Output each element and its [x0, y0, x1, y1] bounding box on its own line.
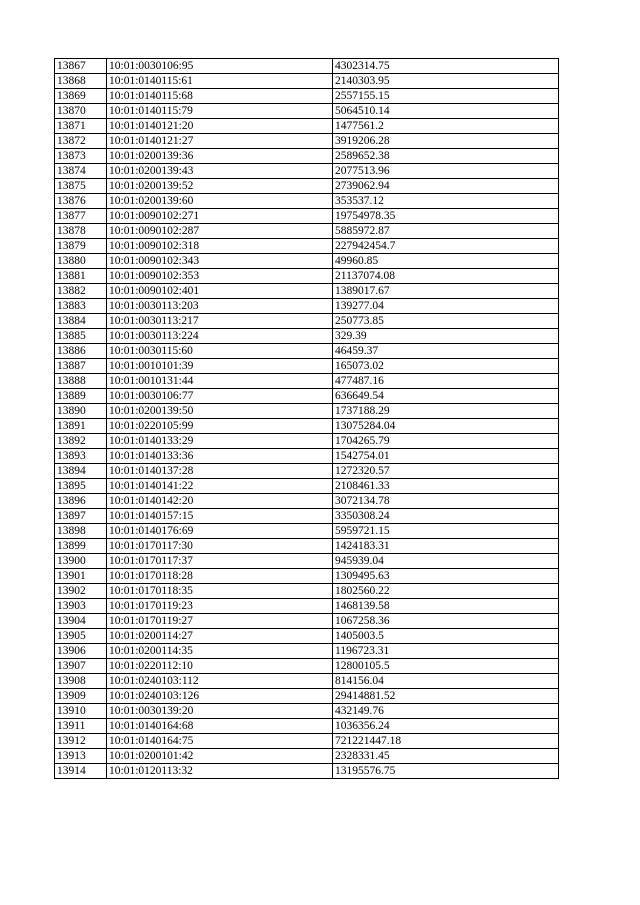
value-cell: 1542754.01 [333, 449, 559, 464]
table-row [55, 569, 559, 584]
cadastral-number-cell: 10:01:0030113:203 [107, 299, 333, 314]
cadastral-number-cell: 10:01:0140115:68 [107, 89, 333, 104]
value-cell: 353537.12 [333, 194, 559, 209]
row-number-cell: 13913 [55, 749, 107, 764]
table-row [55, 479, 559, 494]
cadastral-number-cell: 10:01:0090102:353 [107, 269, 333, 284]
value-cell: 165073.02 [333, 359, 559, 374]
row-number-cell: 13876 [55, 194, 107, 209]
table-row [55, 59, 559, 74]
cadastral-number-cell: 10:01:0090102:271 [107, 209, 333, 224]
value-cell: 139277.04 [333, 299, 559, 314]
table-row [55, 344, 559, 359]
table-row [55, 539, 559, 554]
cadastral-number-cell: 10:01:0200114:35 [107, 644, 333, 659]
cadastral-number-cell: 10:01:0200114:27 [107, 629, 333, 644]
table-row [55, 524, 559, 539]
value-cell: 1036356.24 [333, 719, 559, 734]
row-number-cell: 13902 [55, 584, 107, 599]
value-cell: 329.39 [333, 329, 559, 344]
table-row [55, 719, 559, 734]
cadastral-number-cell: 10:01:0220105:99 [107, 419, 333, 434]
table-row [55, 194, 559, 209]
cadastral-number-cell: 10:01:0030113:224 [107, 329, 333, 344]
table-row [55, 434, 559, 449]
value-cell: 2140303.95 [333, 74, 559, 89]
table-row [55, 554, 559, 569]
cadastral-number-cell: 10:01:0170118:28 [107, 569, 333, 584]
value-cell: 2328331.45 [333, 749, 559, 764]
row-number-cell: 13880 [55, 254, 107, 269]
cadastral-number-cell: 10:01:0200139:36 [107, 149, 333, 164]
row-number-cell: 13892 [55, 434, 107, 449]
value-cell: 5959721.15 [333, 524, 559, 539]
row-number-cell: 13869 [55, 89, 107, 104]
table-row [55, 449, 559, 464]
cadastral-number-cell: 10:01:0200139:60 [107, 194, 333, 209]
cadastral-number-cell: 10:01:0030115:60 [107, 344, 333, 359]
value-cell: 1468139.58 [333, 599, 559, 614]
cadastral-number-cell: 10:01:0170119:23 [107, 599, 333, 614]
row-number-cell: 13885 [55, 329, 107, 344]
row-number-cell: 13896 [55, 494, 107, 509]
cadastral-number-cell: 10:01:0170117:37 [107, 554, 333, 569]
table-row [55, 689, 559, 704]
cadastral-number-cell: 10:01:0140133:29 [107, 434, 333, 449]
value-cell: 2557155.15 [333, 89, 559, 104]
cadastral-number-cell: 10:01:0140133:36 [107, 449, 333, 464]
value-cell: 1272320.57 [333, 464, 559, 479]
value-cell: 13075284.04 [333, 419, 559, 434]
cadastral-number-cell: 10:01:0030113:217 [107, 314, 333, 329]
cadastral-number-cell: 10:01:0140164:75 [107, 734, 333, 749]
table-row [55, 209, 559, 224]
table-row [55, 674, 559, 689]
cadastral-number-cell: 10:01:0140137:28 [107, 464, 333, 479]
table-row [55, 359, 559, 374]
value-cell: 636649.54 [333, 389, 559, 404]
cadastral-number-cell: 10:01:0240103:126 [107, 689, 333, 704]
row-number-cell: 13875 [55, 179, 107, 194]
row-number-cell: 13909 [55, 689, 107, 704]
value-cell: 1389017.67 [333, 284, 559, 299]
value-cell: 21137074.08 [333, 269, 559, 284]
table-row [55, 299, 559, 314]
value-cell: 3350308.24 [333, 509, 559, 524]
cadastral-number-cell: 10:01:0140176:69 [107, 524, 333, 539]
row-number-cell: 13874 [55, 164, 107, 179]
cadastral-number-cell: 10:01:0170118:35 [107, 584, 333, 599]
row-number-cell: 13903 [55, 599, 107, 614]
table-row [55, 584, 559, 599]
table-row [55, 419, 559, 434]
cadastral-number-cell: 10:01:0140142:20 [107, 494, 333, 509]
row-number-cell: 13895 [55, 479, 107, 494]
table-body [55, 59, 559, 779]
table-row [55, 134, 559, 149]
row-number-cell: 13905 [55, 629, 107, 644]
value-cell: 1704265.79 [333, 434, 559, 449]
row-number-cell: 13882 [55, 284, 107, 299]
row-number-cell: 13897 [55, 509, 107, 524]
value-cell: 49960.85 [333, 254, 559, 269]
table-row [55, 179, 559, 194]
table-row [55, 764, 559, 779]
table-row [55, 509, 559, 524]
row-number-cell: 13910 [55, 704, 107, 719]
value-cell: 1067258.36 [333, 614, 559, 629]
table-row [55, 734, 559, 749]
value-cell: 721221447.18 [333, 734, 559, 749]
table-row [55, 314, 559, 329]
cadastral-number-cell: 10:01:0170119:27 [107, 614, 333, 629]
value-cell: 2108461.33 [333, 479, 559, 494]
table-row [55, 164, 559, 179]
row-number-cell: 13912 [55, 734, 107, 749]
table-row [55, 254, 559, 269]
value-cell: 13195576.75 [333, 764, 559, 779]
row-number-cell: 13877 [55, 209, 107, 224]
table-row [55, 104, 559, 119]
table-row [55, 659, 559, 674]
value-cell: 477487.16 [333, 374, 559, 389]
value-cell: 1309495.63 [333, 569, 559, 584]
table-row [55, 374, 559, 389]
cadastral-number-cell: 10:01:0090102:401 [107, 284, 333, 299]
table-row [55, 284, 559, 299]
table-row [55, 494, 559, 509]
table-row [55, 644, 559, 659]
table-row [55, 74, 559, 89]
cadastral-number-cell: 10:01:0010131:44 [107, 374, 333, 389]
table-row [55, 119, 559, 134]
cadastral-number-cell: 10:01:0240103:112 [107, 674, 333, 689]
value-cell: 814156.04 [333, 674, 559, 689]
row-number-cell: 13884 [55, 314, 107, 329]
value-cell: 2739062.94 [333, 179, 559, 194]
table-row [55, 149, 559, 164]
table-row [55, 389, 559, 404]
cadastral-number-cell: 10:01:0140115:61 [107, 74, 333, 89]
value-cell: 1196723.31 [333, 644, 559, 659]
row-number-cell: 13888 [55, 374, 107, 389]
row-number-cell: 13867 [55, 59, 107, 74]
table-row [55, 89, 559, 104]
cadastral-number-cell: 10:01:0200139:43 [107, 164, 333, 179]
value-cell: 29414881.52 [333, 689, 559, 704]
row-number-cell: 13901 [55, 569, 107, 584]
row-number-cell: 13900 [55, 554, 107, 569]
cadastral-number-cell: 10:01:0120113:32 [107, 764, 333, 779]
row-number-cell: 13894 [55, 464, 107, 479]
row-number-cell: 13899 [55, 539, 107, 554]
value-cell: 945939.04 [333, 554, 559, 569]
cadastral-number-cell: 10:01:0220112:10 [107, 659, 333, 674]
value-cell: 1737188.29 [333, 404, 559, 419]
value-cell: 1802560.22 [333, 584, 559, 599]
row-number-cell: 13898 [55, 524, 107, 539]
row-number-cell: 13906 [55, 644, 107, 659]
value-cell: 1477561.2 [333, 119, 559, 134]
value-cell: 12800105.5 [333, 659, 559, 674]
row-number-cell: 13904 [55, 614, 107, 629]
cadastral-number-cell: 10:01:0140121:20 [107, 119, 333, 134]
cadastral-number-cell: 10:01:0090102:318 [107, 239, 333, 254]
row-number-cell: 13870 [55, 104, 107, 119]
value-cell: 250773.85 [333, 314, 559, 329]
row-number-cell: 13881 [55, 269, 107, 284]
value-cell: 432149.76 [333, 704, 559, 719]
table-row [55, 224, 559, 239]
value-cell: 5064510.14 [333, 104, 559, 119]
cadastral-number-cell: 10:01:0170117:30 [107, 539, 333, 554]
row-number-cell: 13873 [55, 149, 107, 164]
row-number-cell: 13887 [55, 359, 107, 374]
row-number-cell: 13908 [55, 674, 107, 689]
cadastral-number-cell: 10:01:0140115:79 [107, 104, 333, 119]
cadastral-value-table [54, 58, 559, 779]
value-cell: 4302314.75 [333, 59, 559, 74]
table-row [55, 329, 559, 344]
row-number-cell: 13878 [55, 224, 107, 239]
cadastral-number-cell: 10:01:0200139:50 [107, 404, 333, 419]
row-number-cell: 13871 [55, 119, 107, 134]
cadastral-number-cell: 10:01:0030106:77 [107, 389, 333, 404]
row-number-cell: 13868 [55, 74, 107, 89]
cadastral-number-cell: 10:01:0140121:27 [107, 134, 333, 149]
row-number-cell: 13891 [55, 419, 107, 434]
table-row [55, 269, 559, 284]
row-number-cell: 13883 [55, 299, 107, 314]
cadastral-number-cell: 10:01:0140157:15 [107, 509, 333, 524]
row-number-cell: 13886 [55, 344, 107, 359]
row-number-cell: 13889 [55, 389, 107, 404]
cadastral-number-cell: 10:01:0200101:42 [107, 749, 333, 764]
row-number-cell: 13893 [55, 449, 107, 464]
cadastral-number-cell: 10:01:0140164:68 [107, 719, 333, 734]
value-cell: 5885972.87 [333, 224, 559, 239]
table-row [55, 404, 559, 419]
row-number-cell: 13872 [55, 134, 107, 149]
row-number-cell: 13879 [55, 239, 107, 254]
value-cell: 3072134.78 [333, 494, 559, 509]
cadastral-number-cell: 10:01:0090102:287 [107, 224, 333, 239]
value-cell: 2589652.38 [333, 149, 559, 164]
cadastral-number-cell: 10:01:0030106:95 [107, 59, 333, 74]
value-cell: 19754978.35 [333, 209, 559, 224]
table-row [55, 239, 559, 254]
cadastral-number-cell: 10:01:0090102:343 [107, 254, 333, 269]
table-row [55, 749, 559, 764]
row-number-cell: 13911 [55, 719, 107, 734]
value-cell: 1424183.31 [333, 539, 559, 554]
cadastral-number-cell: 10:01:0140141:22 [107, 479, 333, 494]
table-row [55, 614, 559, 629]
table-row [55, 629, 559, 644]
value-cell: 227942454.7 [333, 239, 559, 254]
table-row [55, 599, 559, 614]
row-number-cell: 13907 [55, 659, 107, 674]
value-cell: 46459.37 [333, 344, 559, 359]
value-cell: 1405003.5 [333, 629, 559, 644]
value-cell: 3919206.28 [333, 134, 559, 149]
cadastral-number-cell: 10:01:0030139:20 [107, 704, 333, 719]
table-row [55, 464, 559, 479]
table-row [55, 704, 559, 719]
value-cell: 2077513.96 [333, 164, 559, 179]
row-number-cell: 13890 [55, 404, 107, 419]
cadastral-number-cell: 10:01:0200139:52 [107, 179, 333, 194]
row-number-cell: 13914 [55, 764, 107, 779]
cadastral-number-cell: 10:01:0010101:39 [107, 359, 333, 374]
